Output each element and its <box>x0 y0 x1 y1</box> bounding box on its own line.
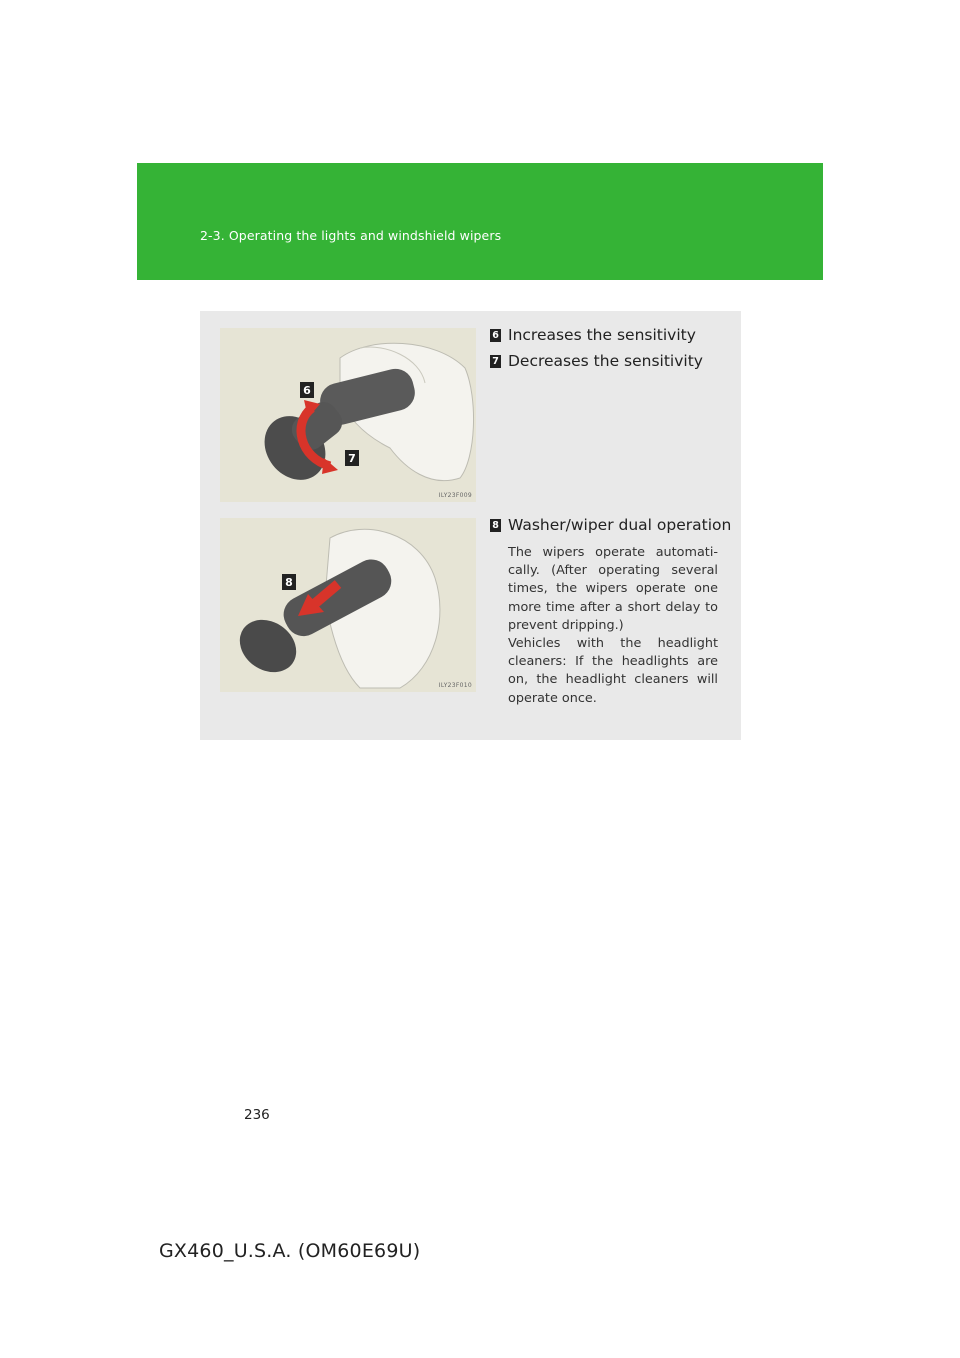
number-badge: 6 <box>490 329 501 342</box>
description-paragraph: Vehicles with the headlight cleaners: If the headlights are on, the headlight cleaners will operate once. <box>508 636 718 706</box>
header-band <box>137 163 823 280</box>
illustration-washer <box>220 518 476 692</box>
item-decrease-sensitivity <box>490 352 703 370</box>
wiper-washer-drawing <box>220 518 476 692</box>
number-badge: 8 <box>490 519 501 532</box>
footer-model-code: GX460_U.S.A. (OM60E69U) <box>159 1240 421 1262</box>
illustration-code: ILY23F009 <box>438 492 472 499</box>
illustration-sensitivity <box>220 328 476 502</box>
item-washer-wiper-dual <box>490 516 731 534</box>
svg-text:7: 7 <box>348 452 356 465</box>
item-label: Decreases the sensitivity <box>508 352 703 370</box>
section-title: 2-3. Operating the lights and windshield wipers <box>200 228 502 243</box>
item-increase-sensitivity <box>490 326 696 344</box>
washer-description <box>508 544 718 708</box>
svg-text:8: 8 <box>285 576 293 589</box>
wiper-sensitivity-drawing <box>220 328 476 502</box>
illustration-code: ILY23F010 <box>438 682 472 689</box>
item-label: Increases the sensitivity <box>508 326 696 344</box>
item-label: Washer/wiper dual operation <box>508 516 732 534</box>
page-number: 236 <box>244 1107 270 1123</box>
number-badge: 7 <box>490 355 501 368</box>
description-paragraph: The wipers operate automati-cally. (After operating several times, the wipers operate one more time after a short delay to prevent dripping.) <box>508 545 718 633</box>
svg-text:6: 6 <box>303 384 311 397</box>
